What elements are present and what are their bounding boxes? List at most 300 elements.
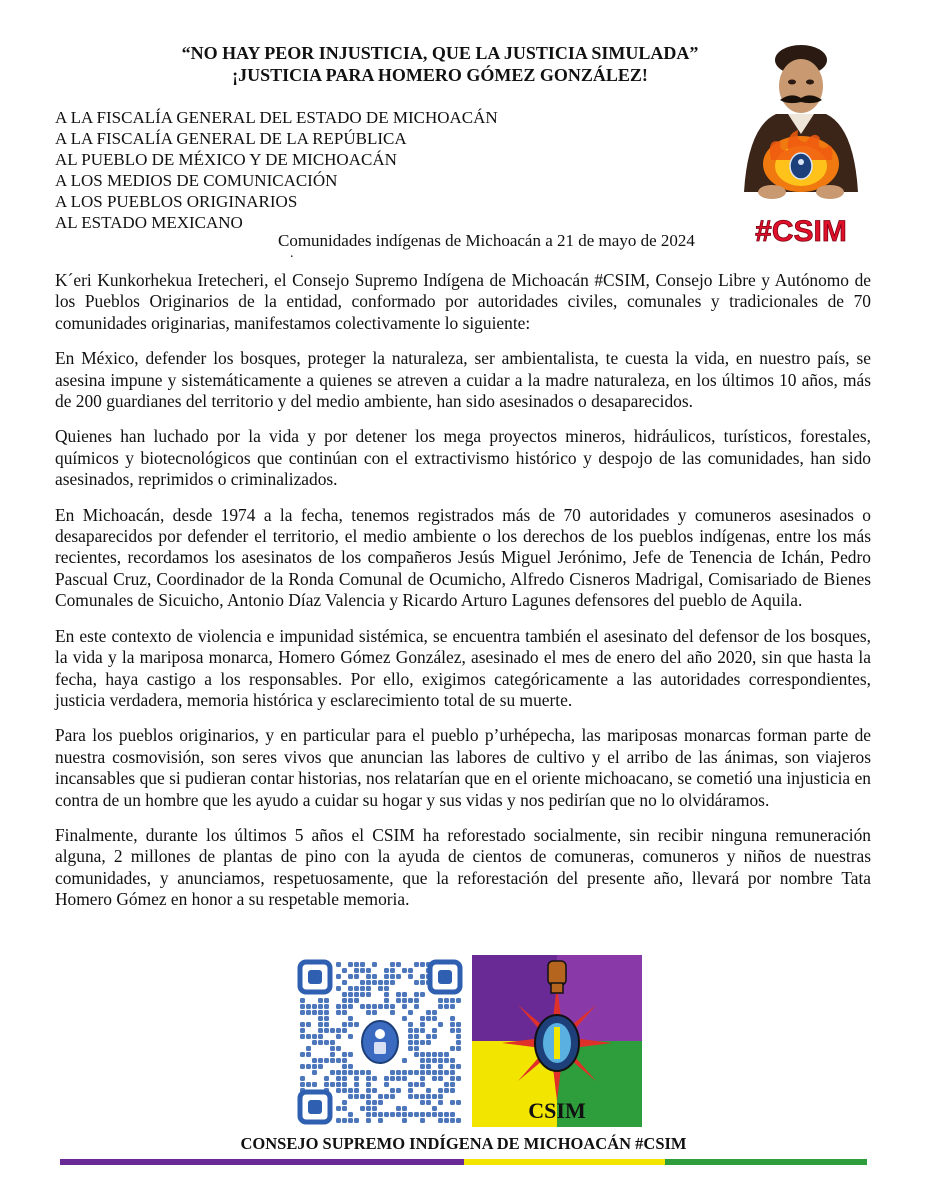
qr-module	[330, 1070, 335, 1075]
qr-module	[354, 1082, 359, 1087]
qr-module	[354, 962, 359, 967]
qr-module	[438, 1088, 443, 1093]
qr-module	[366, 1106, 371, 1111]
qr-module	[366, 1070, 371, 1075]
footer-bar-segment	[262, 1159, 464, 1165]
qr-module	[414, 1094, 419, 1099]
qr-module	[372, 962, 377, 967]
qr-module	[354, 998, 359, 1003]
letter-body	[55, 270, 871, 925]
qr-module	[330, 1046, 335, 1051]
qr-module	[366, 1076, 371, 1081]
qr-module	[420, 980, 425, 985]
addressee-item: AL PUEBLO DE MÉXICO Y DE MICHOACÁN	[55, 150, 397, 169]
qr-module	[348, 962, 353, 967]
qr-module	[438, 1112, 443, 1117]
qr-module	[390, 1076, 395, 1081]
qr-module	[384, 1082, 389, 1087]
qr-module	[306, 1046, 311, 1051]
qr-module	[444, 1004, 449, 1009]
qr-module	[324, 1022, 329, 1027]
qr-module	[318, 1022, 323, 1027]
qr-module	[414, 1040, 419, 1045]
qr-module	[342, 1052, 347, 1057]
qr-module	[378, 986, 383, 991]
qr-module	[432, 1016, 437, 1021]
stray-dot: .	[290, 246, 294, 261]
qr-module	[384, 1112, 389, 1117]
qr-module	[438, 998, 443, 1003]
qr-module	[384, 986, 389, 991]
qr-module	[366, 1100, 371, 1105]
qr-module	[390, 980, 395, 985]
qr-module	[402, 1076, 407, 1081]
qr-module	[408, 1022, 413, 1027]
qr-module	[390, 1010, 395, 1015]
addressee-item: A LA FISCALÍA GENERAL DE LA REPÚBLICA	[55, 129, 407, 148]
qr-module	[378, 980, 383, 985]
qr-module	[348, 1094, 353, 1099]
qr-module	[300, 998, 305, 1003]
qr-module	[390, 1070, 395, 1075]
qr-module	[318, 1016, 323, 1021]
qr-module	[354, 1118, 359, 1123]
qr-module	[330, 1028, 335, 1033]
qr-module	[366, 974, 371, 979]
qr-module	[324, 1010, 329, 1015]
qr-module	[426, 1112, 431, 1117]
qr-module	[366, 1118, 371, 1123]
qr-module	[390, 974, 395, 979]
qr-module	[432, 1010, 437, 1015]
qr-module	[450, 1064, 455, 1069]
qr-module	[420, 992, 425, 997]
qr-module	[354, 986, 359, 991]
qr-module	[420, 962, 425, 967]
qr-module	[324, 1082, 329, 1087]
qr-module	[324, 998, 329, 1003]
qr-module	[342, 1022, 347, 1027]
qr-module	[348, 1016, 353, 1021]
qr-module	[342, 992, 347, 997]
qr-module	[420, 1082, 425, 1087]
qr-module	[420, 1100, 425, 1105]
qr-module	[300, 1004, 305, 1009]
qr-module	[336, 1058, 341, 1063]
qr-module	[372, 1106, 377, 1111]
qr-module	[306, 1064, 311, 1069]
qr-module	[336, 1046, 341, 1051]
qr-module	[336, 1004, 341, 1009]
qr-module	[348, 1022, 353, 1027]
qr-module	[426, 1088, 431, 1093]
qr-module	[324, 1004, 329, 1009]
qr-module	[390, 968, 395, 973]
qr-module	[432, 1058, 437, 1063]
qr-module	[360, 980, 365, 985]
addressee-item: A LOS PUEBLOS ORIGINARIOS	[55, 192, 298, 211]
qr-module	[438, 1094, 443, 1099]
qr-module	[342, 1088, 347, 1093]
qr-module	[450, 1022, 455, 1027]
paragraph: Quienes han luchado por la vida y por detener los mega proyectos mineros, hidráulicos, turísticos, forestales, químicos y biotecnológicos que continúan con el extractivismo histórico y despojo de las comunidades, han sido asesinados, reprimidos o criminalizados.	[55, 426, 871, 490]
qr-module	[336, 1076, 341, 1081]
qr-module	[366, 1004, 371, 1009]
footer-bar-segment	[464, 1159, 666, 1165]
qr-module	[330, 1058, 335, 1063]
paragraph: En este contexto de violencia e impunidad sistémica, se encuentra también el asesinato del defensor de los bosques, la vida y la mariposa monarca, Homero Gómez González, asesinado el mes de enero del año 2020, sin que hasta la fecha, haya castigo a los responsables. Por ello, exigimos categóricamente a las autoridades correspondientes, justicia verdadera, memoria histórica y esclarecimiento total de su muerte.	[55, 625, 871, 710]
qr-module	[312, 1082, 317, 1087]
qr-module	[372, 974, 377, 979]
qr-module	[426, 1040, 431, 1045]
qr-module	[300, 1064, 305, 1069]
qr-module	[384, 974, 389, 979]
qr-module	[336, 1088, 341, 1093]
qr-module	[336, 962, 341, 967]
qr-module	[372, 1010, 377, 1015]
qr-module	[348, 1064, 353, 1069]
qr-module	[378, 1004, 383, 1009]
qr-module	[324, 1076, 329, 1081]
qr-module	[342, 1058, 347, 1063]
qr-module	[354, 1094, 359, 1099]
qr-module	[426, 1016, 431, 1021]
qr-module	[438, 1064, 443, 1069]
qr-module	[390, 1094, 395, 1099]
qr-module	[444, 1070, 449, 1075]
qr-module	[408, 1088, 413, 1093]
qr-module	[342, 1106, 347, 1111]
qr-module	[432, 1076, 437, 1081]
qr-module	[396, 992, 401, 997]
qr-module	[336, 1118, 341, 1123]
qr-module	[414, 1028, 419, 1033]
qr-module	[408, 968, 413, 973]
qr-module	[360, 1106, 365, 1111]
qr-module	[342, 980, 347, 985]
qr-module	[372, 1076, 377, 1081]
qr-module	[438, 1004, 443, 1009]
qr-module	[348, 1052, 353, 1057]
qr-module	[402, 1058, 407, 1063]
qr-module	[396, 1088, 401, 1093]
title-line-1: “NO HAY PEOR INJUSTICIA, QUE LA JUSTICIA SIMULADA”	[181, 43, 699, 63]
qr-module	[342, 1064, 347, 1069]
qr-module	[420, 1118, 425, 1123]
portrait-tag: #CSIM	[755, 215, 847, 248]
qr-module	[348, 1034, 353, 1039]
qr-module	[384, 968, 389, 973]
qr-module	[354, 974, 359, 979]
qr-module	[342, 1076, 347, 1081]
qr-module	[342, 1100, 347, 1105]
qr-module	[360, 1004, 365, 1009]
qr-module	[336, 1070, 341, 1075]
paragraph: Finalmente, durante los últimos 5 años el CSIM ha reforestado socialmente, sin recibir ninguna remuneración alguna, 2 millones de plantas de pino con la ayuda de cientos de comuneras, comuneros y niños de nuestras comunidades, y anunciamos, respetuosamente, que la reforestación del presente año, llevará por nombre Tata Homero Gómez en honor a su respetable memoria.	[55, 824, 871, 910]
qr-module	[414, 1004, 419, 1009]
qr-module	[300, 1028, 305, 1033]
qr-module	[366, 1010, 371, 1015]
qr-module	[300, 1076, 305, 1081]
qr-module	[402, 1112, 407, 1117]
qr-module	[342, 1028, 347, 1033]
qr-module	[318, 1058, 323, 1063]
qr-module	[420, 1028, 425, 1033]
qr-module	[414, 1070, 419, 1075]
qr-module	[414, 1082, 419, 1087]
qr-module	[456, 1100, 461, 1105]
qr-module	[444, 1118, 449, 1123]
qr-module	[318, 1040, 323, 1045]
qr-module	[384, 1004, 389, 1009]
qr-module	[432, 1106, 437, 1111]
qr-module	[438, 1076, 443, 1081]
qr-module	[450, 1070, 455, 1075]
qr-module	[450, 1058, 455, 1063]
qr-module	[300, 1010, 305, 1015]
qr-module	[348, 1088, 353, 1093]
qr-module	[300, 1082, 305, 1087]
qr-module	[414, 980, 419, 985]
qr-module	[348, 992, 353, 997]
qr-module	[450, 1076, 455, 1081]
qr-module	[450, 998, 455, 1003]
qr-module	[378, 1112, 383, 1117]
qr-module	[366, 1082, 371, 1087]
qr-module	[450, 1112, 455, 1117]
qr-module	[438, 1058, 443, 1063]
qr-module	[312, 1058, 317, 1063]
qr-module	[408, 1112, 413, 1117]
qr-module	[348, 1004, 353, 1009]
qr-module	[414, 1034, 419, 1039]
qr-module	[396, 974, 401, 979]
qr-module	[444, 1112, 449, 1117]
qr-module	[414, 992, 419, 997]
qr-module	[438, 1118, 443, 1123]
qr-module	[348, 1118, 353, 1123]
qr-module	[444, 1052, 449, 1057]
qr-module	[384, 980, 389, 985]
dateline: Comunidades indígenas de Michoacán a 21 de mayo de 2024	[278, 231, 695, 250]
qr-module	[396, 962, 401, 967]
qr-module	[318, 1010, 323, 1015]
qr-module	[444, 998, 449, 1003]
qr-module	[456, 1118, 461, 1123]
qr-module	[432, 1052, 437, 1057]
qr-module	[408, 1070, 413, 1075]
qr-module	[426, 1094, 431, 1099]
qr-module	[306, 1052, 311, 1057]
qr-module	[456, 1046, 461, 1051]
qr-module	[360, 968, 365, 973]
qr-code-image[interactable]	[296, 958, 464, 1126]
qr-module	[450, 1082, 455, 1087]
qr-module	[438, 1100, 443, 1105]
qr-module	[342, 998, 347, 1003]
qr-module	[426, 1064, 431, 1069]
addressee-item: A LA FISCALÍA GENERAL DEL ESTADO DE MICHOACÁN	[55, 108, 498, 127]
qr-module	[384, 992, 389, 997]
qr-module	[420, 1058, 425, 1063]
qr-module	[366, 1112, 371, 1117]
qr-module	[366, 1094, 371, 1099]
qr-module	[408, 974, 413, 979]
qr-module	[432, 1094, 437, 1099]
qr-module	[438, 1052, 443, 1057]
qr-module	[408, 998, 413, 1003]
qr-module	[330, 1052, 335, 1057]
qr-module	[456, 1064, 461, 1069]
qr-module	[420, 1022, 425, 1027]
qr-module	[444, 1058, 449, 1063]
qr-module	[342, 1082, 347, 1087]
qr-module	[420, 1016, 425, 1021]
qr-module	[360, 986, 365, 991]
qr-module	[354, 1076, 359, 1081]
paragraph: En México, defender los bosques, proteger la naturaleza, ser ambientalista, te cuesta la vida, en nuestro país, se asesina impune y sistemáticamente a quienes se atreven a cuidar a la madre naturaleza, en los últimos 10 años, más de 200 guardianes del territorio y del medio ambiente, han sido asesinados o desaparecidos.	[55, 348, 871, 412]
qr-module	[408, 1034, 413, 1039]
qr-module	[432, 1034, 437, 1039]
qr-module	[372, 1088, 377, 1093]
qr-module	[402, 1004, 407, 1009]
qr-module	[306, 1022, 311, 1027]
paragraph: En Michoacán, desde 1974 a la fecha, tenemos registrados más de 70 autoridades y comuneros asesinados o desaparecidos por defender el territorio, el medio ambiente o los derechos de los pueblos indígenas, entre los más recientes, recordamos los asesinatos de los compañeros Jesús Miguel Jerónimo, Jefe de Tenencia de Ichán, Pedro Pascual Cruz, Coordinador de la Ronda Comunal de Ocumicho, Alfredo Cisneros Madrigal, Comisariado de Bienes Comunales de Sicuicho, Antonio Díaz Valencia y Ricardo Arturo Lagunes defensores del pueblo de Aquila.	[55, 504, 871, 611]
qr-module	[402, 998, 407, 1003]
zapata-portrait-image	[736, 42, 866, 248]
qr-module	[450, 1028, 455, 1033]
qr-module	[456, 1028, 461, 1033]
qr-module	[348, 998, 353, 1003]
csim-flag-image	[472, 955, 642, 1127]
qr-module	[408, 1040, 413, 1045]
qr-module	[300, 1052, 305, 1057]
qr-module	[420, 1064, 425, 1069]
qr-module	[312, 1010, 317, 1015]
qr-module	[438, 1022, 443, 1027]
qr-module	[414, 1046, 419, 1051]
qr-module	[432, 1070, 437, 1075]
qr-module	[456, 1022, 461, 1027]
document-title	[130, 42, 750, 86]
qr-module	[408, 1082, 413, 1087]
qr-module	[360, 992, 365, 997]
qr-module	[438, 1070, 443, 1075]
paragraph: Para los pueblos originarios, y en particular para el pueblo p’urhépecha, las mariposas monarcas forman parte de nuestra cosmovisión, son seres vivos que anuncian las labores de cultivo y el arribo de las ánimas, son viajeros incansables que si pudieran contar historias, nos relatarían que en el oriente michoacano, se cometió una injusticia en contra de un hombre que les ayudo a cuidar su hogar y sus vidas y nos pedirían que no lo olvidáramos.	[55, 725, 871, 810]
qr-module	[456, 1076, 461, 1081]
addressee-item: A LOS MEDIOS DE COMUNICACIÓN	[55, 171, 338, 190]
qr-module	[390, 1088, 395, 1093]
qr-module	[336, 1106, 341, 1111]
qr-module	[342, 1118, 347, 1123]
qr-module	[360, 1070, 365, 1075]
qr-module	[402, 1118, 407, 1123]
qr-module	[378, 1100, 383, 1105]
qr-module	[414, 1052, 419, 1057]
qr-module	[414, 1112, 419, 1117]
qr-module	[450, 1100, 455, 1105]
qr-module	[402, 1016, 407, 1021]
qr-module	[426, 1010, 431, 1015]
qr-module	[396, 1106, 401, 1111]
qr-module	[336, 974, 341, 979]
qr-module	[354, 1022, 359, 1027]
addressee-item: AL ESTADO MEXICANO	[55, 213, 243, 232]
qr-module	[318, 1034, 323, 1039]
qr-module	[312, 1064, 317, 1069]
qr-module	[432, 1112, 437, 1117]
footer-title: CONSEJO SUPREMO INDÍGENA DE MICHOACÁN #CSIM	[240, 1134, 687, 1153]
qr-module	[450, 1016, 455, 1021]
qr-module	[456, 1040, 461, 1045]
qr-module	[420, 974, 425, 979]
qr-module	[426, 1058, 431, 1063]
qr-module	[318, 1028, 323, 1033]
qr-module	[348, 1112, 353, 1117]
title-line-2: ¡JUSTICIA PARA HOMERO GÓMEZ GONZÁLEZ!	[232, 65, 648, 85]
qr-module	[348, 974, 353, 979]
qr-module	[426, 1052, 431, 1057]
paragraph: K´eri Kunkorhekua Iretecheri, el Consejo Supremo Indígena de Michoacán #CSIM, Consejo Libre y Autónomo de los Pueblos Originarios de la entidad, conformado por autoridades civiles, comunales y tradicionales de 70 comunidades originarias, manifestamos colectivamente lo siguiente:	[55, 270, 871, 333]
qr-module	[324, 1028, 329, 1033]
qr-module	[408, 1028, 413, 1033]
qr-module	[366, 986, 371, 991]
qr-module	[330, 1082, 335, 1087]
qr-module	[324, 1058, 329, 1063]
qr-module	[450, 1088, 455, 1093]
qr-module	[372, 1004, 377, 1009]
qr-module	[378, 1118, 383, 1123]
qr-module	[426, 1100, 431, 1105]
qr-module	[420, 1052, 425, 1057]
footer-color-bar	[60, 1159, 867, 1165]
qr-module	[342, 1010, 347, 1015]
qr-module	[324, 1016, 329, 1021]
qr-module	[318, 1064, 323, 1069]
qr-module	[306, 1004, 311, 1009]
qr-module	[360, 1094, 365, 1099]
qr-module	[402, 992, 407, 997]
qr-module	[312, 1070, 317, 1075]
qr-module	[300, 1034, 305, 1039]
addressee-list	[55, 107, 498, 233]
qr-module	[336, 1010, 341, 1015]
qr-module	[384, 1076, 389, 1081]
qr-module	[390, 1004, 395, 1009]
qr-module	[402, 1106, 407, 1111]
qr-module	[336, 1028, 341, 1033]
qr-module	[420, 1112, 425, 1117]
qr-module	[348, 1070, 353, 1075]
qr-module	[306, 1034, 311, 1039]
qr-module	[408, 1094, 413, 1099]
qr-module	[306, 1082, 311, 1087]
qr-module	[414, 998, 419, 1003]
qr-module	[450, 1004, 455, 1009]
qr-module	[390, 1112, 395, 1117]
qr-module	[312, 1004, 317, 1009]
qr-module	[414, 962, 419, 967]
qr-module	[426, 1034, 431, 1039]
qr-module	[342, 1004, 347, 1009]
qr-module	[324, 1040, 329, 1045]
qr-module	[378, 1094, 383, 1099]
qr-module	[354, 968, 359, 973]
qr-module	[396, 998, 401, 1003]
qr-module	[420, 1094, 425, 1099]
qr-module	[402, 968, 407, 973]
qr-module	[336, 986, 341, 991]
